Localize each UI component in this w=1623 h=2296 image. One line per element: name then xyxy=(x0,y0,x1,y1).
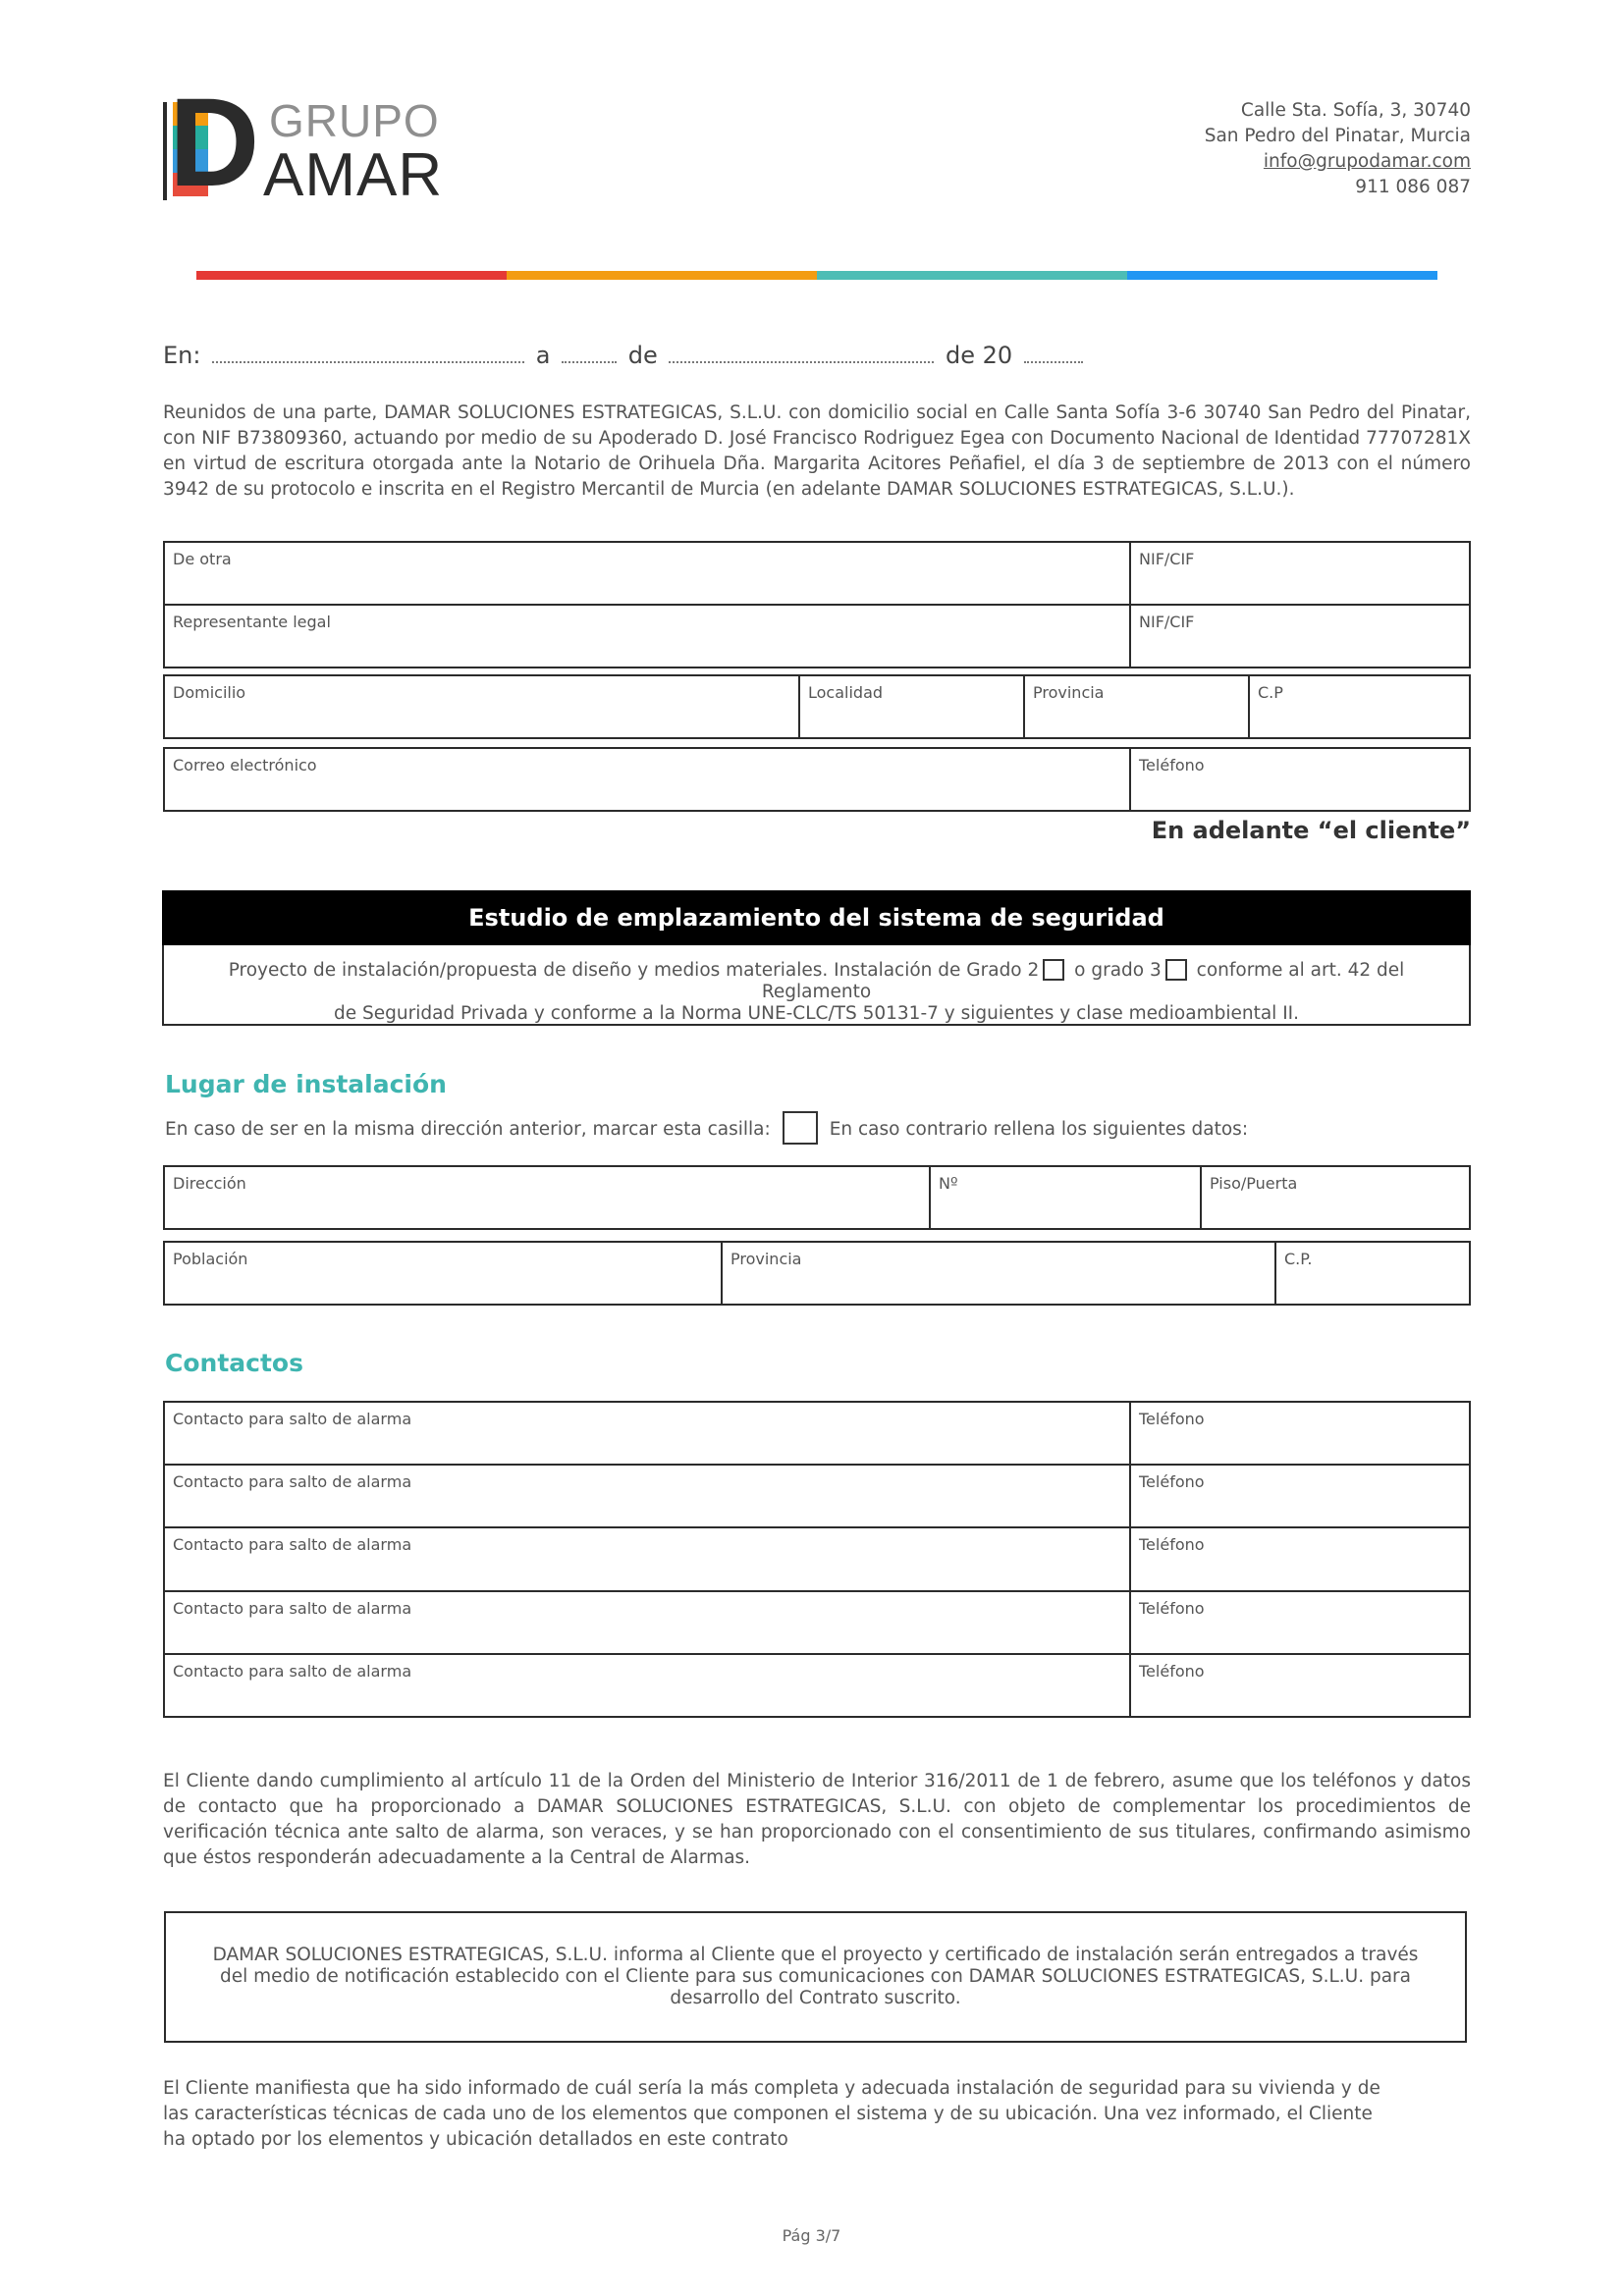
cp-field[interactable]: C.P xyxy=(1248,676,1469,737)
date-line xyxy=(163,342,1087,369)
estudio-text-b: o grado 3 xyxy=(1074,960,1162,981)
telefono-field[interactable]: Teléfono xyxy=(1129,749,1469,810)
address-city: San Pedro del Pinatar, Murcia xyxy=(1204,126,1471,146)
contact-name-field[interactable]: Contacto para salto de alarma xyxy=(173,1598,412,1618)
date-de-label: de xyxy=(627,342,658,369)
contact-row xyxy=(165,1464,1469,1526)
localidad-field[interactable]: Localidad xyxy=(798,676,1023,737)
logo-amar-text: AMAR xyxy=(263,141,444,209)
direccion-field[interactable]: Dirección xyxy=(173,1174,246,1193)
nif-field[interactable]: NIF/CIF xyxy=(1129,543,1469,604)
address-street: Calle Sta. Sofía, 3, 30740 xyxy=(1240,100,1471,121)
grado-3-checkbox[interactable] xyxy=(1165,959,1187,981)
install-address-table xyxy=(163,1165,1471,1230)
contact-row xyxy=(165,1403,1469,1464)
month-field[interactable] xyxy=(669,357,934,363)
representante-field[interactable]: Representante legal xyxy=(173,613,331,631)
email-link[interactable]: info@grupodamar.com xyxy=(1263,151,1471,172)
piso-field[interactable]: Piso/Puerta xyxy=(1200,1167,1469,1228)
company-logo xyxy=(163,73,458,213)
contact-phone-field[interactable]: Teléfono xyxy=(1129,1403,1469,1464)
place-field[interactable] xyxy=(212,357,524,363)
contact-phone-field[interactable]: Teléfono xyxy=(1129,1528,1469,1589)
client-label: En adelante “el cliente” xyxy=(1151,817,1471,844)
client-contact-table xyxy=(163,747,1471,812)
contact-row xyxy=(165,1590,1469,1653)
client-identity-table xyxy=(163,541,1471,668)
numero-field[interactable]: Nº xyxy=(929,1167,1200,1228)
contacts-table xyxy=(163,1401,1471,1718)
final-paragraph: El Cliente manifiesta que ha sido informado de cuál sería la más completa y adecuada instalación de seguridad para su vivienda y de las características técnicas de cada uno de los elementos que componen el sistema y de su ubicación. Una vez informado, el Cliente ha optado por los elementos y ubicación detallados en este contrato xyxy=(163,2078,1380,2150)
contact-phone-field[interactable]: Teléfono xyxy=(1129,1592,1469,1653)
year-field[interactable] xyxy=(1024,357,1083,363)
estudio-header: Estudio de emplazamiento del sistema de seguridad xyxy=(162,890,1471,945)
page-number: Pág 3/7 xyxy=(782,2226,841,2245)
cliente-paragraph: El Cliente dando cumplimiento al artículo 11 de la Orden del Ministerio de Interior 316/2011 de 1 de febrero, asume que los teléfonos y datos de contacto que ha proporcionado a DAMAR SOLUCIONES ESTRATEGICAS, S.L.U. con objeto de complementar los procedimientos de verificación técnica ante salto de alarma, son veraces, y se han proporcionado con el consentimiento de sus titulares, confirmando asimismo que éstos responderán adecuadamente a la Central de Alarmas. xyxy=(163,1771,1471,1868)
divider-teal xyxy=(817,271,1127,280)
de-otra-field[interactable]: De otra xyxy=(173,550,232,568)
estudio-box xyxy=(162,945,1471,1026)
same-address-row xyxy=(165,1111,1248,1145)
divider-red xyxy=(196,271,507,280)
email-field[interactable]: Correo electrónico xyxy=(173,756,317,774)
grado-2-checkbox[interactable] xyxy=(1043,959,1064,981)
representante-nif-field[interactable]: NIF/CIF xyxy=(1129,606,1469,667)
contact-name-field[interactable]: Contacto para salto de alarma xyxy=(173,1535,412,1555)
logo-grupo-text: GRUPO xyxy=(269,95,440,146)
install-cp-field[interactable]: C.P. xyxy=(1274,1243,1469,1304)
estudio-text-a: Proyecto de instalación/propuesta de diseño y medios materiales. Instalación de Grado 2 xyxy=(228,960,1040,981)
install-city-table xyxy=(163,1241,1471,1306)
contact-phone-field[interactable]: Teléfono xyxy=(1129,1655,1469,1716)
day-field[interactable] xyxy=(562,357,617,363)
provincia-field[interactable]: Provincia xyxy=(1023,676,1248,737)
address-phone: 911 086 087 xyxy=(1355,177,1471,197)
install-provincia-field[interactable]: Provincia xyxy=(721,1243,1274,1304)
contact-name-field[interactable]: Contacto para salto de alarma xyxy=(173,1472,412,1492)
date-en-label: En: xyxy=(163,342,201,369)
logo-bar xyxy=(163,102,167,200)
else-address-text: En caso contrario rellena los siguientes datos: xyxy=(829,1119,1249,1140)
intro-paragraph: Reunidos de una parte, DAMAR SOLUCIONES ESTRATEGICAS, S.L.U. con domicilio social en Calle Santa Sofía 3-6 30740 San Pedro del Pinatar, con NIF B73809360, actuando por medio de su Apoderado D. José Francisco Rodriguez Egea con Documento Nacional de Identidad 77707281X en virtud de escritura otorgada ante la Notario de Orihuela Dña. Margarita Acitores Peñafiel, el día 3 de septiembre de 2013 con el número 3942 de su protocolo e inscrita en el Registro Mercantil de Murcia (en adelante DAMAR SOLUCIONES ESTRATEGICAS, S.L.U.). xyxy=(163,402,1471,500)
domicilio-field[interactable]: Domicilio xyxy=(173,683,246,702)
lugar-title: Lugar de instalación xyxy=(165,1070,447,1098)
date-a-label: a xyxy=(535,342,551,369)
contact-row xyxy=(165,1653,1469,1716)
estudio-text-d: de Seguridad Privada y conforme a la Norma UNE-CLC/TS 50131-7 y siguientes y clase medioambiental II. xyxy=(334,1003,1299,1024)
same-address-checkbox[interactable] xyxy=(783,1111,818,1145)
logo-letter-d: D xyxy=(169,73,260,213)
client-address-table xyxy=(163,674,1471,739)
notice-box: DAMAR SOLUCIONES ESTRATEGICAS, S.L.U. informa al Cliente que el proyecto y certificado de instalación serán entregados a través del medio de notificación establecido con el Cliente para sus comunicaciones con DAMAR SOLUCIONES ESTRATEGICAS, S.L.U. para desarrollo del Contrato suscrito. xyxy=(164,1911,1467,2043)
same-address-text: En caso de ser en la misma dirección anterior, marcar esta casilla: xyxy=(165,1119,771,1140)
divider-orange xyxy=(507,271,817,280)
color-divider xyxy=(196,271,1437,280)
estudio-text-c: conforme al art. 42 del Reglamento xyxy=(761,960,1405,1002)
contact-name-field[interactable]: Contacto para salto de alarma xyxy=(173,1410,412,1428)
date-year-label: de 20 xyxy=(946,342,1013,369)
company-address xyxy=(1205,98,1471,200)
contact-phone-field[interactable]: Teléfono xyxy=(1129,1466,1469,1526)
contactos-title: Contactos xyxy=(165,1349,303,1377)
contact-row xyxy=(165,1526,1469,1589)
divider-blue xyxy=(1127,271,1437,280)
contact-name-field[interactable]: Contacto para salto de alarma xyxy=(173,1661,412,1681)
poblacion-field[interactable]: Población xyxy=(173,1250,248,1268)
